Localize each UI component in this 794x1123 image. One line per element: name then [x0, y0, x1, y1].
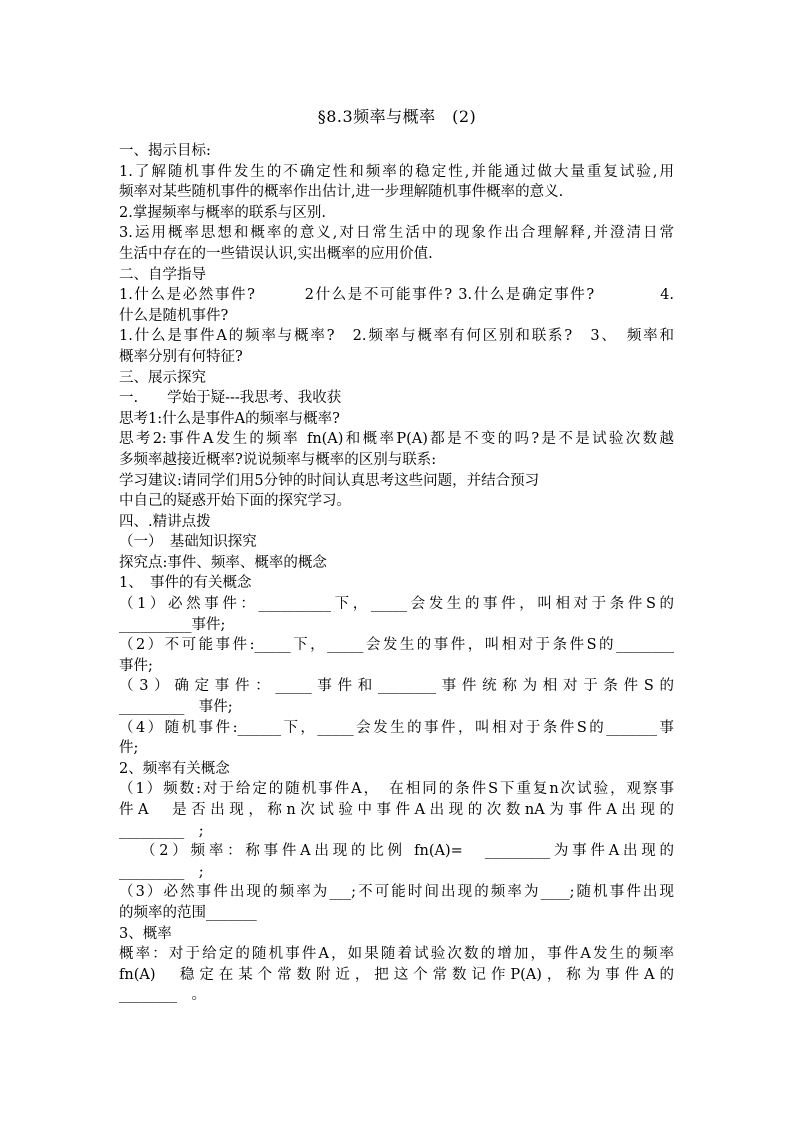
text-line: 3.运用概率思想和概率的意义,对日常生活中的现象作出合理解释,并澄清日常 — [119, 225, 674, 242]
text-line: 概率：对于给定的随机事件A，如果随着试验次数的增加，事件A发生的频率 — [119, 946, 674, 963]
text-line: 2.掌握频率与概率的联系与区别. — [119, 204, 326, 221]
text-line: 中自己的疑惑开始下面的探究学习。 — [119, 493, 351, 510]
text-line: 1.了解随机事件发生的不确定性和频率的稳定性,并能通过做大量重复试验,用 — [119, 163, 674, 180]
text-line: （1）频数:对于给定的随机事件A， 在相同的条件S下重复n次试验，观察事 — [119, 781, 674, 798]
text-line: 生活中存在的一些错误认识,实出概率的应用价值. — [119, 245, 433, 262]
text-line: 什么是随机事件? — [119, 307, 229, 324]
text-line: 概率分别有何特征? — [119, 348, 243, 365]
document-title: §8.3频率与概率 (2) — [317, 107, 477, 126]
text-line: 四、.精讲点拨 — [119, 513, 211, 530]
text-line: （2）频率：称事件A出现的比例 fn(A)= _________为事件A出现的 — [141, 843, 674, 860]
text-line: 2、频率有关概念 — [119, 760, 230, 777]
text-line: 1.什么是事件A的频率与概率? 2.频率与概率有何区别和联系? 3、 频率和 — [119, 328, 674, 345]
text-line: 1、 事件的有关概念 — [119, 575, 252, 592]
text-line: 思考1:什么是事件A的频率与概率? — [119, 410, 340, 427]
text-line: （3）确定事件：_____事件和________事件统称为相对于条件S的 — [119, 678, 674, 695]
text-line: 一. 学始于疑---我思考、我收获 — [119, 390, 342, 407]
text-line: 三、展示探究 — [119, 369, 206, 386]
text-line: 多频率越接近概率?说说频率与概率的区别与联系: — [119, 451, 437, 468]
text-line: 事件; — [119, 657, 153, 674]
text-line: _________ 事件; — [119, 699, 233, 716]
text-line: 频率对某些随机事件的概率作出估计,进一步理解随机事件概率的意义. — [119, 184, 564, 201]
text-line: 探究点:事件、频率、概率的概念 — [119, 554, 327, 571]
text-line: _________ ; — [119, 822, 204, 839]
text-line: 思考2:事件A发生的频率 fn(A)和概率P(A)都是不变的吗?是不是试验次数越 — [119, 431, 674, 448]
text-line: （1）必然事件：__________下，_____会发生的事件，叫相对于条件S的 — [119, 596, 674, 613]
text-line: ________ 。 — [119, 987, 206, 1004]
text-line: 二、自学指导 — [119, 266, 206, 283]
text-line: （一） 基础知识探究 — [119, 534, 257, 551]
document-body — [119, 141, 674, 1006]
text-line: __________事件; — [119, 616, 226, 633]
text-line: 学习建议:请同学们用5分钟的时间认真思考这些问题，并结合预习 — [119, 472, 540, 489]
text-line: 件A 是否出现，称n次试验中事件A出现的次数nA为事件A出现的 — [119, 802, 674, 818]
text-line: 1.什么是必然事件? 2什么是不可能事件? 3.什么是确定事件? 4. — [119, 287, 674, 304]
text-line: （2）不可能事件:_____下，_____会发生的事件，叫相对于条件S的________ — [119, 637, 674, 654]
text-line: 件; — [119, 740, 139, 757]
text-line: 的频率的范围_______ — [119, 904, 257, 921]
text-line: 3、概率 — [119, 925, 172, 942]
text-line: （3）必然事件出现的频率为___;不可能时间出现的频率为____;随机事件出现 — [119, 884, 674, 901]
text-line: （4）随机事件:______下，_____会发生的事件，叫相对于条件S的_______事 — [119, 719, 674, 736]
text-line: _________ ; — [119, 863, 204, 880]
text-line: fn(A) 稳定在某个常数附近，把这个常数记作P(A)，称为事件A的 — [119, 966, 674, 983]
text-line: 一、揭示目标: — [119, 143, 211, 159]
